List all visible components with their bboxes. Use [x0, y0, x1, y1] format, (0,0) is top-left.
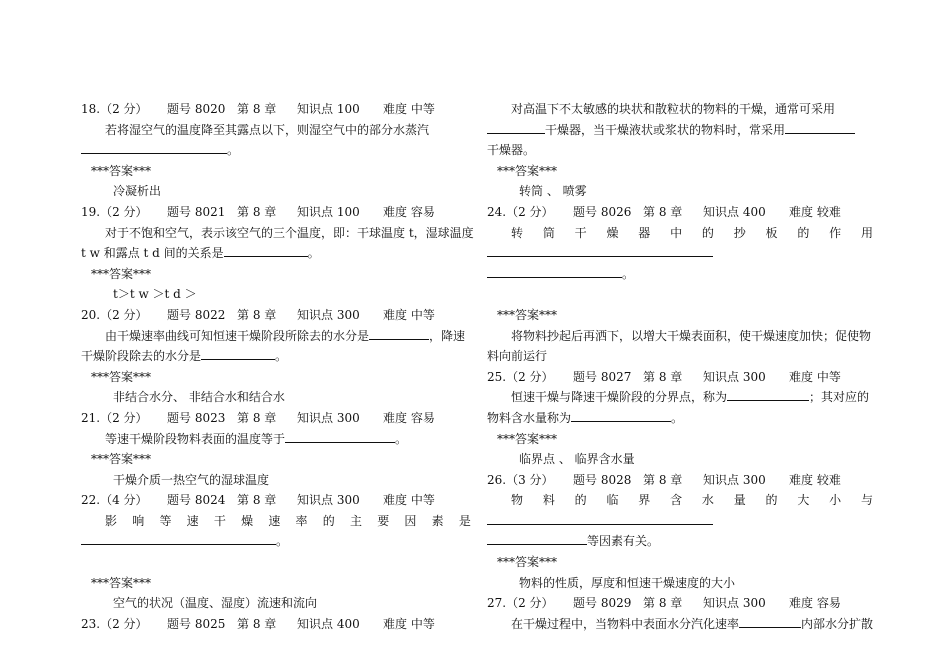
answer-heading: ***答案*** [497, 307, 558, 322]
question-number: 23.（2 分） [81, 616, 148, 631]
char: 主 [349, 513, 362, 528]
text-segment: 内部水分扩散 [801, 616, 874, 631]
chapter: 第 8 章 [643, 204, 683, 219]
question-text [487, 614, 873, 635]
text-segment: 物料含水量称为 [487, 410, 572, 425]
fill-blank-line [487, 511, 873, 532]
knowledge-point: 知识点 300 [297, 410, 360, 425]
char: 水 [701, 493, 714, 508]
question-header [81, 614, 471, 635]
difficulty: 难度 容易 [383, 204, 435, 219]
chapter: 第 8 章 [237, 204, 277, 219]
knowledge-point: 知识点 400 [297, 616, 360, 631]
answer-text: 物料的性质，厚度和恒速干燥速度的大小 [519, 575, 736, 590]
answer-text: t＞t w ＞t d ＞ [113, 287, 197, 302]
char: 用 [860, 225, 873, 240]
punctuation: 。 [622, 266, 635, 281]
char: 素 [431, 513, 444, 528]
answer-text: 临界点 、 临界含水量 [519, 452, 635, 467]
question-number: 19.（2 分） [81, 204, 148, 219]
question-text: 若将湿空气的温度降至其露点以下，则湿空气中的部分水蒸汽 [105, 122, 430, 137]
question-number: 24.（2 分） [487, 204, 554, 219]
fill-blank-line [487, 243, 873, 264]
char: 的 [765, 493, 778, 508]
knowledge-point: 知识点 300 [297, 307, 360, 322]
chapter: 第 8 章 [643, 472, 683, 487]
answer-text: 将物料抄起后再洒下，以增大干燥表面积，使干燥速度加快；促使物 [511, 328, 872, 343]
text-segment: 等因素有关。 [587, 534, 660, 549]
chapter: 第 8 章 [643, 596, 683, 611]
char: 筒 [542, 225, 555, 240]
question-id: 题号 8025 [167, 616, 226, 631]
knowledge-point: 知识点 300 [703, 369, 766, 384]
text-segment: 等速干燥阶段物料表面的温度等于 [105, 431, 286, 446]
answer-blank [739, 614, 801, 628]
text-segment: 。 [275, 349, 288, 364]
spacer [81, 552, 471, 573]
punctuation: 。 [227, 143, 240, 158]
question-header [81, 99, 471, 120]
char: 料 [542, 493, 555, 508]
char: 因 [404, 513, 417, 528]
question-number: 26.（3 分） [487, 472, 554, 487]
answer-heading: ***答案*** [91, 266, 152, 281]
char: 抄 [733, 225, 746, 240]
difficulty: 难度 容易 [383, 410, 435, 425]
knowledge-point: 知识点 300 [297, 493, 360, 508]
knowledge-point: 知识点 100 [297, 102, 360, 116]
question-id: 题号 8029 [573, 596, 632, 611]
answer-blank [224, 243, 308, 257]
answer-blank [785, 120, 855, 134]
char: 中 [670, 225, 683, 240]
text-segment: ，降速 [429, 328, 466, 343]
question-id: 题号 8026 [573, 204, 632, 219]
spacer [487, 284, 873, 305]
question-number: 20.（2 分） [81, 307, 148, 322]
text-segment: 。 [307, 246, 320, 261]
question-id: 题号 8021 [167, 204, 226, 219]
question-text-spaced [487, 490, 873, 511]
char: 燥 [241, 513, 254, 528]
knowledge-point: 知识点 400 [703, 204, 766, 219]
answer-heading: ***答案*** [497, 163, 558, 178]
question-text [81, 346, 471, 367]
char: 燥 [606, 225, 619, 240]
answer-text: 转筒 、 喷雾 [519, 184, 587, 199]
answer-heading: ***答案*** [497, 555, 558, 570]
chapter: 第 8 章 [237, 493, 277, 508]
fill-blank-line [487, 264, 873, 285]
answer-blank [369, 326, 429, 340]
text-segment: ；其对应的 [809, 390, 870, 405]
answer-heading: ***答案*** [91, 369, 152, 384]
char: 是 [458, 513, 471, 528]
knowledge-point: 知识点 300 [703, 472, 766, 487]
answer-heading: ***答案*** [91, 575, 152, 590]
char: 板 [765, 225, 778, 240]
answer-text: 非结合水分、 非结合水和结合水 [113, 390, 285, 405]
text-segment: 干燥阶段除去的水分是 [81, 349, 202, 364]
char: 作 [829, 225, 842, 240]
answer-text: 冷凝析出 [113, 184, 162, 199]
question-header [81, 490, 471, 511]
char: 大 [797, 493, 810, 508]
answer-blank [285, 429, 395, 443]
answer-text: 空气的状况（温度、湿度）流速和流向 [113, 596, 318, 611]
answer-blank [201, 346, 275, 360]
question-id: 题号 8024 [167, 493, 226, 508]
char: 器 [638, 225, 651, 240]
char: 物 [511, 493, 524, 508]
question-text [487, 531, 873, 552]
question-id: 题号 8028 [573, 472, 632, 487]
char: 率 [295, 513, 308, 528]
question-text [81, 429, 471, 450]
answer-heading: ***答案*** [497, 431, 558, 446]
question-text: 料向前运行 [487, 349, 548, 364]
answer-blank [487, 531, 587, 545]
difficulty: 难度 较难 [789, 204, 841, 219]
question-id: 题号 8027 [573, 369, 632, 384]
char: 小 [829, 493, 842, 508]
knowledge-point: 知识点 300 [703, 596, 766, 611]
text-segment: 。 [395, 431, 408, 446]
answer-text: 干燥介质一热空气的湿球温度 [113, 472, 270, 487]
difficulty: 难度 中等 [383, 616, 435, 631]
chapter: 第 8 章 [237, 307, 277, 322]
question-header [81, 202, 471, 223]
answer-blank [81, 140, 227, 154]
char: 的 [701, 225, 714, 240]
char: 转 [511, 225, 524, 240]
difficulty: 难度 中等 [789, 369, 841, 384]
question-header [81, 305, 471, 326]
difficulty: 难度 中等 [383, 307, 435, 322]
question-number: 25.（2 分） [487, 369, 554, 384]
char: 速 [268, 513, 281, 528]
difficulty: 难度 容易 [789, 596, 841, 611]
question-id: 题号 8022 [167, 307, 226, 322]
question-text [81, 243, 471, 264]
answer-blank [81, 531, 276, 545]
char: 等 [159, 513, 172, 528]
char: 的 [322, 513, 335, 528]
char: 含 [670, 493, 683, 508]
question-text [487, 120, 873, 141]
punctuation: 。 [276, 534, 289, 549]
question-text [487, 408, 873, 429]
answer-heading: ***答案*** [91, 452, 152, 467]
question-text: 干燥器。 [487, 143, 536, 158]
text-segment: 在干燥过程中，当物料中表面水分汽化速率 [511, 616, 740, 631]
chapter: 第 8 章 [237, 102, 277, 116]
question-header [487, 470, 873, 491]
question-text: 对高温下不太敏感的块状和散粒状的物料的干燥，通常可采用 [511, 102, 836, 116]
char: 要 [377, 513, 390, 528]
knowledge-point: 知识点 100 [297, 204, 360, 219]
question-text: 对于不饱和空气，表示该空气的三个温度，即：干球温度 t，湿球温度 [105, 225, 474, 240]
question-header [487, 367, 873, 388]
text-segment: 由干燥速率曲线可知恒速干燥阶段所除去的水分是 [105, 328, 370, 343]
char: 干 [213, 513, 226, 528]
text-segment: 。 [671, 410, 684, 425]
answer-blank [487, 264, 622, 278]
char: 的 [797, 225, 810, 240]
chapter: 第 8 章 [237, 616, 277, 631]
text-segment: 干燥器，当干燥液状或浆状的物料时，常采用 [545, 122, 786, 137]
answer-blank [487, 243, 713, 257]
difficulty: 难度 中等 [383, 493, 435, 508]
char: 界 [638, 493, 651, 508]
question-number: 22.（4 分） [81, 493, 148, 508]
text-segment: 恒速干燥与降速干燥阶段的分界点，称为 [511, 390, 728, 405]
fill-blank-line [81, 140, 471, 161]
question-number: 21.（2 分） [81, 410, 148, 425]
answer-blank [487, 511, 713, 525]
right-column [487, 99, 873, 634]
char: 干 [574, 225, 587, 240]
answer-blank [571, 408, 671, 422]
question-text-spaced [487, 223, 873, 244]
char: 的 [574, 493, 587, 508]
chapter: 第 8 章 [643, 369, 683, 384]
answer-heading: ***答案*** [91, 163, 152, 178]
question-header [487, 593, 873, 614]
question-text-spaced [81, 511, 471, 532]
question-text [487, 387, 873, 408]
question-number: 27.（2 分） [487, 596, 554, 611]
char: 影 [105, 513, 118, 528]
char: 响 [132, 513, 145, 528]
question-header [81, 408, 471, 429]
answer-blank [727, 387, 809, 401]
chapter: 第 8 章 [237, 410, 277, 425]
text-segment: t w 和露点 t d 间的关系是 [81, 246, 224, 261]
char: 速 [186, 513, 199, 528]
difficulty: 难度 较难 [789, 472, 841, 487]
answer-blank [487, 120, 545, 134]
char: 临 [606, 493, 619, 508]
question-id: 题号 8020 [167, 102, 226, 116]
question-number: 18.（2 分） [81, 102, 148, 116]
fill-blank-line [81, 531, 471, 552]
difficulty: 难度 中等 [383, 102, 435, 116]
question-text [81, 326, 471, 347]
char: 与 [860, 493, 873, 508]
char: 量 [733, 493, 746, 508]
question-id: 题号 8023 [167, 410, 226, 425]
question-header [487, 202, 873, 223]
left-column [81, 99, 474, 634]
